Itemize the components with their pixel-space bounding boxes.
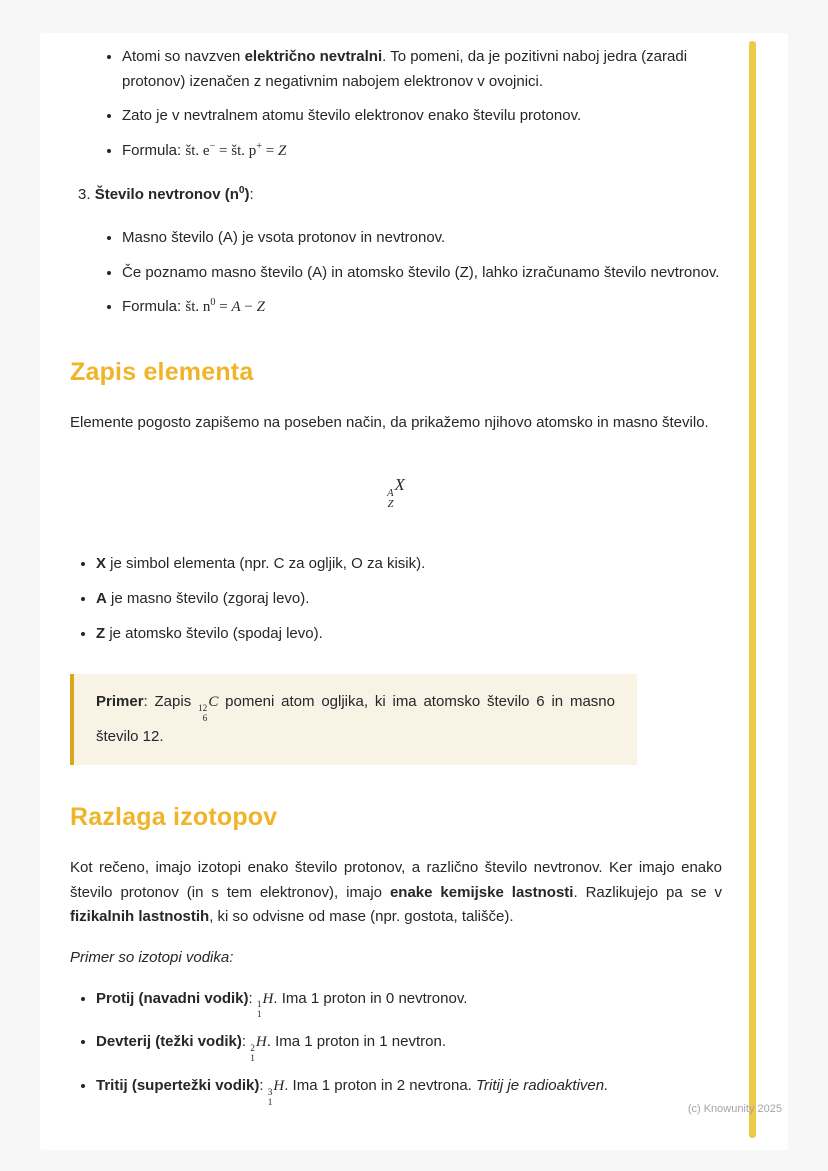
list-item: • Atomi so navzven električno nevtralni. To pomeni, da je pozitivni naboj jedra (zaradi protonov) izenačen z negativnim nabojem elektronov v ovojnici. [122, 45, 722, 94]
list-item: • Z je atomsko število (spodaj levo). [96, 622, 722, 647]
example-callout: Primer: Zapis 12 6 C pomeni atom ogljika, ki ima atomsko število 6 in masno število 12. [70, 674, 637, 765]
list-item: • Masno število (A) je vsota protonov in nevtronov. [122, 226, 722, 251]
right-accent-stripe [749, 41, 756, 1138]
element-notation-formula: A Z X [387, 475, 405, 510]
paragraph: Elemente pogosto zapišemo na poseben način, da prikažemo njihovo atomsko in masno število. [70, 413, 709, 431]
list-item: • Zato je v nevtralnem atomu število elektronov enako številu protonov. [122, 104, 722, 129]
paragraph: Kot rečeno, imajo izotopi enako število protonov, a različno število nevtronov. Ker imajo enako število protonov (in s tem elektronov), imajo enake kemijske lastnosti. Razlikujejo pa se v fizikalnih lastnostih, ki so odvisne od mase (npr. gostota, tališče). [70, 859, 722, 926]
isotope-bullet-list [70, 987, 722, 1108]
list-item: • A je masno število (zgoraj levo). [96, 587, 722, 612]
notation-bullet-list [70, 552, 722, 646]
document-content [70, 45, 722, 1124]
neutron-bullet-list [70, 226, 722, 320]
numbered-item-neutrons: 3. Število nevtronov $(n^0)$: [78, 185, 254, 204]
list-item: • Tritij (supertežki vodik): 3 1 H. Ima 1 proton in 2 nevtrona. Tritij je radioaktiven. [96, 1074, 722, 1108]
section-heading-zapis-elementa: Zapis elementa [70, 357, 254, 386]
list-item: • Formula: št. e− = št. p+ = Z [122, 139, 722, 164]
document-card [40, 33, 788, 1150]
watermark: (c) Knowunity 2025 [687, 1103, 782, 1115]
list-item: • X je simbol elementa (npr. C za ogljik, O za kisik). [96, 552, 722, 577]
list-item: • Devterij (težki vodik): 2 1 H. Ima 1 proton in 1 nevtron. [96, 1030, 722, 1064]
list-item: • Protij (navadni vodik): 1 1 H. Ima 1 proton in 0 nevtronov. [96, 987, 722, 1021]
section-heading-razlaga-izotopov: Razlaga izotopov [70, 803, 278, 832]
intro-bullet-list [70, 45, 722, 163]
list-item: • Formula: št. $n^0 = A - Z$ [122, 295, 722, 320]
list-item: • Če poznamo masno število (A) in atomsko število (Z), lahko izračunamo število nevtronov. [122, 261, 722, 286]
example-intro-text: Primer so izotopi vodika: [70, 948, 234, 966]
